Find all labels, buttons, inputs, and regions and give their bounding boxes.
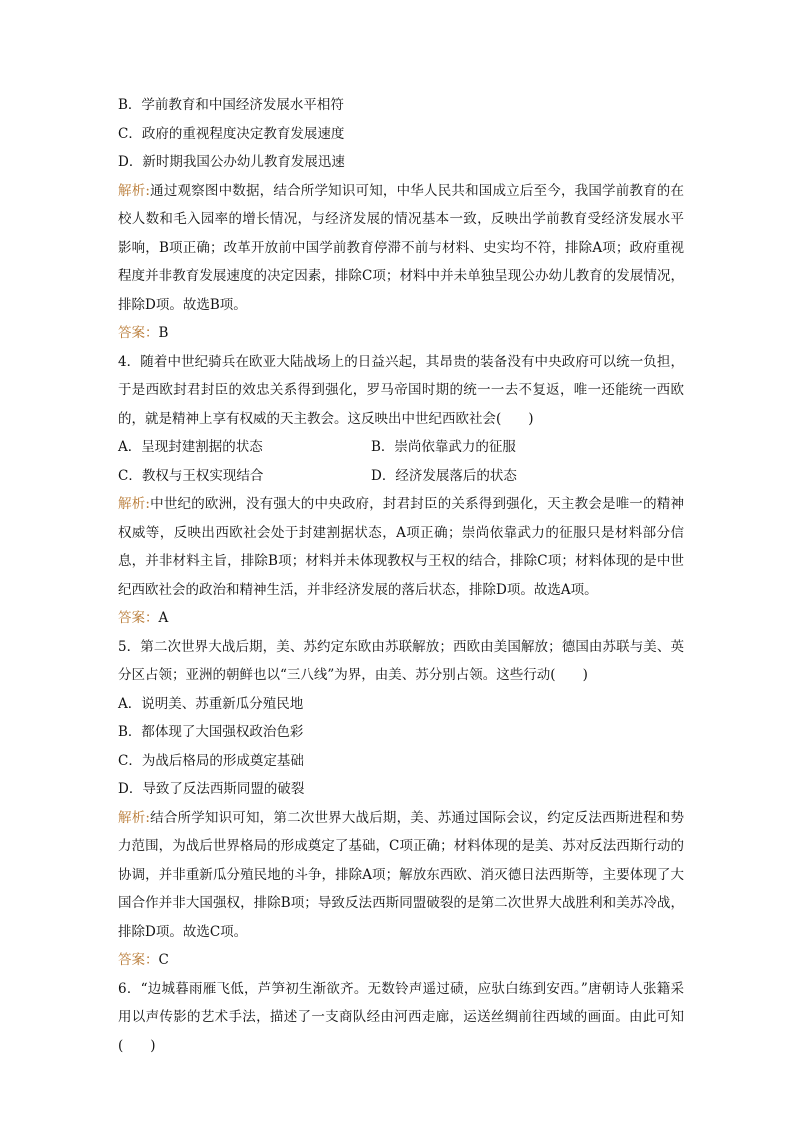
q5-option-c: C．为战后格局的形成奠定基础 xyxy=(118,752,304,769)
q5-option-a: A．说明美、苏重新瓜分殖民地 xyxy=(118,695,304,712)
q4-option-a: A．呈现封建割据的状态 xyxy=(118,439,263,455)
q5-analysis-text: 结合所学知识可知，第二次世界大战后期，美、苏通过国际会议，约定反法西斯进程和势力范围，为战后世界格局的形成奠定了基础，C项正确；材料体现的是美、苏对反法西斯行动的协调，并非重新瓜分殖民地的斗争，排除A项；解放东西欧、消灭德日法西斯等，主要体现了大国合作并非大国强权，排除B项；导致反法西斯同盟破裂的是第二次世界大战胜利和美苏冷战，排除D项。故选C项。 xyxy=(118,809,684,940)
q4-option-b: B．崇尚依靠武力的征服 xyxy=(371,439,516,455)
q4-analysis xyxy=(118,490,684,604)
q4-answer xyxy=(118,604,684,633)
q4-answer-label: 答案： xyxy=(118,610,159,626)
q3-option-d: D．新时期我国公办幼儿教育发展迅速 xyxy=(118,154,345,170)
q4-answer-value: A xyxy=(158,610,169,626)
q3-answer-value: B xyxy=(158,325,169,341)
q5-answer xyxy=(118,946,684,975)
q3-answer-label: 答案： xyxy=(118,325,159,341)
q3-analysis-label: 解析: xyxy=(118,182,150,199)
q6-stem: 6．“边城暮雨雁飞低，芦笋初生渐欲齐。无数铃声遥过碛，应驮白练到安西。”唐朝诗人张籍采用以声传影的艺术手法，描述了一支商队经由河西走廊，运送丝绸前往西域的画面。由此可知( ) xyxy=(118,980,684,1054)
q4-analysis-text: 中世纪的欧洲，没有强大的中央政府，封君封臣的关系得到强化，天主教会是唯一的精神权威等，反映出西欧社会处于封建割据状态，A项正确；崇尚依靠武力的征服只是材料部分信息，并非材料主旨，排除B项；材料并未体现教权与王权的结合，排除C项；材料体现的是中世纪西欧社会的政治和精神生活，并非经济发展的落后状态，排除D项。故选A项。 xyxy=(118,496,684,598)
q3-option-b: B．学前教育和中国经济发展水平相符 xyxy=(118,97,344,113)
q4-options-row-1 xyxy=(118,433,684,462)
q5-stem: 5．第二次世界大战后期，美、苏约定东欧由苏联解放；西欧由美国解放；德国由苏联与美、英分区占领；亚洲的朝鲜也以“三八线”为界，由美、苏分别占领。这些行动( ) xyxy=(118,638,684,683)
q3-analysis xyxy=(118,177,684,320)
q4-stem: 4．随着中世纪骑兵在欧亚大陆战场上的日益兴起，其昂贵的装备没有中央政府可以统一负担，于是西欧封君封臣的效忠关系得到强化，罗马帝国时期的统一一去不复返，唯一还能统一西欧的，就是精神上享有权威的天主教会。这反映出中世纪西欧社会( ) xyxy=(118,353,684,427)
q5-answer-value: C xyxy=(158,952,169,968)
q5-answer-label: 答案： xyxy=(118,952,159,968)
q5-analysis-label: 解析: xyxy=(118,809,150,826)
q4-analysis-label: 解析: xyxy=(118,496,150,512)
q3-answer xyxy=(118,319,684,348)
q5-option-d: D．导致了反法西斯同盟的破裂 xyxy=(118,781,305,797)
q5-option-b: B．都体现了大国强权政治色彩 xyxy=(118,724,304,740)
question-content xyxy=(118,91,684,1060)
q4-options-row-2 xyxy=(118,462,684,491)
q3-option-c: C．政府的重视程度决定教育发展速度 xyxy=(118,125,345,142)
q4-option-d: D．经济发展落后的状态 xyxy=(371,467,517,484)
q3-analysis-text: 通过观察图中数据，结合所学知识可知，中华人民共和国成立后至今，我国学前教育的在校人数和毛入园率的增长情况，与经济发展的情况基本一致，反映出学前教育受经济发展水平影响，B项正确；改革开放前中国学前教育停滞不前与材料、史实均不符，排除A项；政府重视程度并非教育发展速度的决定因素，排除C项；材料中并未单独呈现公办幼儿教育的发展情况，排除D项。故选B项。 xyxy=(118,182,684,313)
q4-option-c: C．教权与王权实现结合 xyxy=(118,467,264,484)
q5-analysis xyxy=(118,804,684,947)
